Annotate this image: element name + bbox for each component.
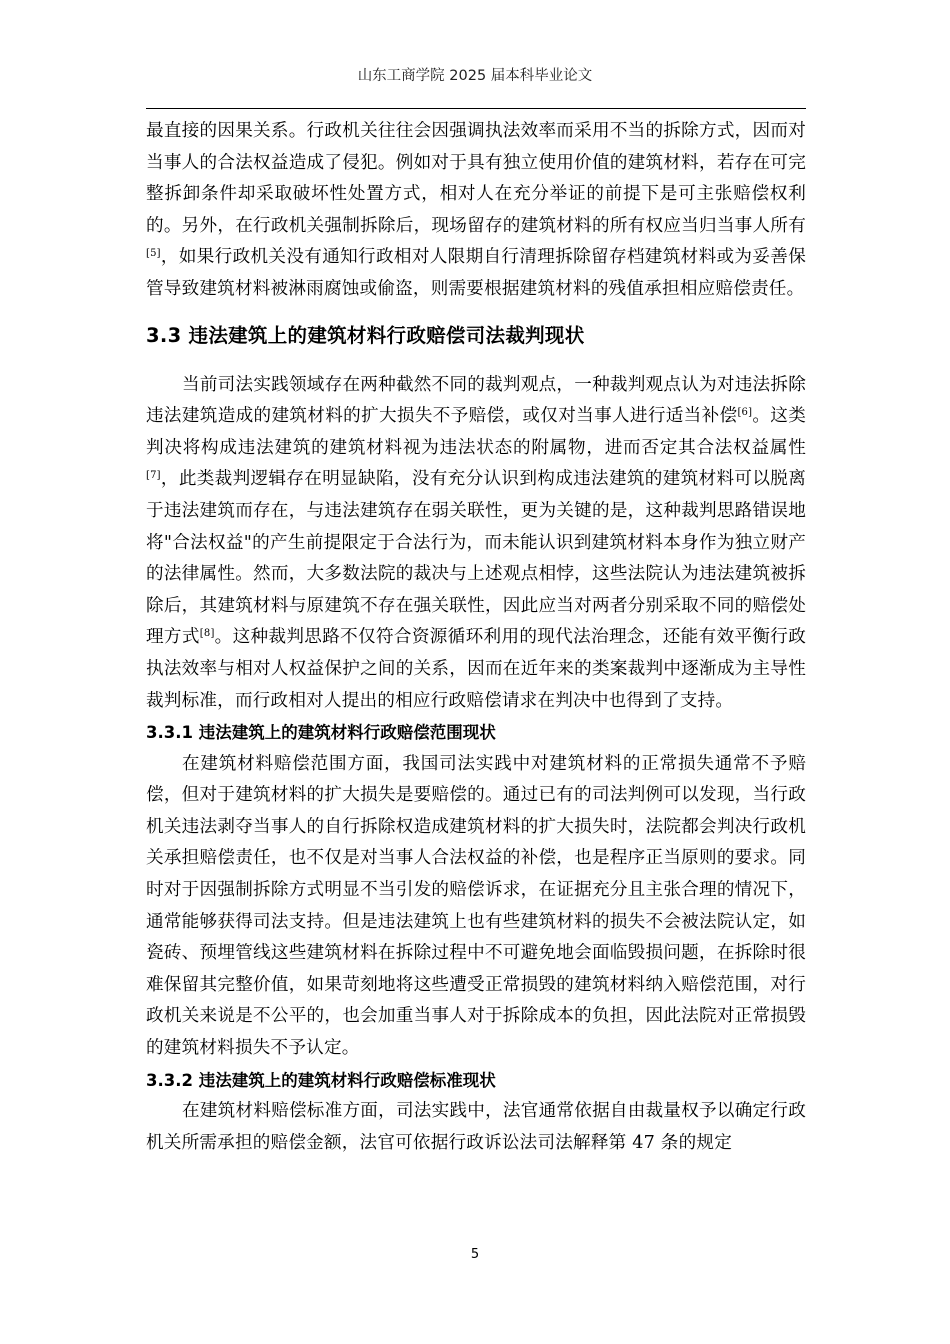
header-divider (146, 108, 806, 109)
text-run: ，如果行政机关没有通知行政相对人限期自行清理拆除留存档建筑材料或为妥善保管导致建筑材料被淋雨腐蚀或偷盗，则需要根据建筑材料的残值承担相应赔偿责任。 (146, 247, 806, 299)
paragraph-judicial-views (146, 370, 806, 718)
citation-ref: [5] (146, 248, 161, 260)
text-run: 当前司法实践领域存在两种截然不同的裁判观点，一种裁判观点认为对违法拆除违法建筑造成的建筑材料的扩大损失不予赔偿，或仅对当事人进行适当补偿 (146, 374, 806, 427)
text-run: 。这种裁判思路不仅符合资源循环利用的现代法治理念，还能有效平衡行政执法效率与相对人权益保护之间的关系，因而在近年来的类案裁判中逐渐成为主导性裁判标准，而行政相对人提出的相应行政赔偿请求在判决中也得到了支持。 (146, 627, 806, 711)
paragraph-continuation (146, 116, 806, 306)
paragraph-compensation-scope: 在建筑材料赔偿范围方面，我国司法实践中对建筑材料的正常损失通常不予赔偿，但对于建筑材料的扩大损失是要赔偿的。通过已有的司法判例可以发现，当行政机关违法剥夺当事人的自行拆除权造成建筑材料的扩大损失时，法院都会判决行政机关承担赔偿责任，也不仅是对当事人合法权益的补偿，也是程序正当原则的要求。同时对于因强制拆除方式明显不当引发的赔偿诉求，在证据充分且主张合理的情况下，通常能够获得司法支持。但是违法建筑上也有些建筑材料的损失不会被法院认定，如瓷砖、预埋管线这些建筑材料在拆除过程中不可避免地会面临毁损问题，在拆除时很难保留其完整价值，如果苛刻地将这些遭受正常损毁的建筑材料纳入赔偿范围，对行政机关来说是不公平的，也会加重当事人对于拆除成本的负担，因此法院对正常损毁的建筑材料损失不予认定。 (146, 753, 806, 1059)
paragraph-compensation-standard: 在建筑材料赔偿标准方面，司法实践中，法官通常依据自由裁量权予以确定行政机关所需承担的赔偿金额，法官可依据行政诉讼法司法解释第 47 条的规定 (146, 1101, 806, 1153)
citation-ref: [8] (199, 628, 215, 640)
section-heading-3-3: 3.3 违法建筑上的建筑材料行政赔偿司法裁判现状 (146, 323, 585, 347)
running-header: 山东工商学院 2025 届本科毕业论文 (357, 68, 593, 84)
subsection-heading-3-3-1: 3.3.1 违法建筑上的建筑材料行政赔偿范围现状 (146, 723, 496, 743)
text-run: 。这类判决将构成违法建筑的建筑材料视为违法状态的附属物，进而否定其合法权益属性 (146, 406, 806, 458)
page-body (146, 116, 806, 1159)
text-run: 最直接的因果关系。行政机关往往会因强调执法效率而采用不当的拆除方式，因而对当事人的合法权益造成了侵犯。例如对于具有独立使用价值的建筑材料，若存在可完整拆卸条件却采取破坏性处置方式，相对人在充分举证的前提下是可主张赔偿权利的。另外，在行政机关强制拆除后，现场留存的建筑材料的所有权应当归当事人所有 (146, 121, 806, 236)
citation-ref: [6] (737, 407, 753, 419)
page-number: 5 (470, 1247, 480, 1262)
subsection-heading-3-3-2: 3.3.2 违法建筑上的建筑材料行政赔偿标准现状 (146, 1070, 496, 1090)
text-run: ，此类裁判逻辑存在明显缺陷，没有充分认识到构成违法建筑的建筑材料可以脱离于违法建筑而存在，与违法建筑存在弱关联性，更为关键的是，这种裁判思路错误地将"合法权益"的产生前提限定于合法行为，而未能认识到建筑材料本身作为独立财产的法律属性。然而，大多数法院的裁决与上述观点相悖，这些法院认为违法建筑被拆除后，其建筑材料与原建筑不存在强关联性，因此应当对两者分别采取不同的赔偿处理方式 (146, 469, 806, 648)
citation-ref: [7] (146, 470, 161, 482)
